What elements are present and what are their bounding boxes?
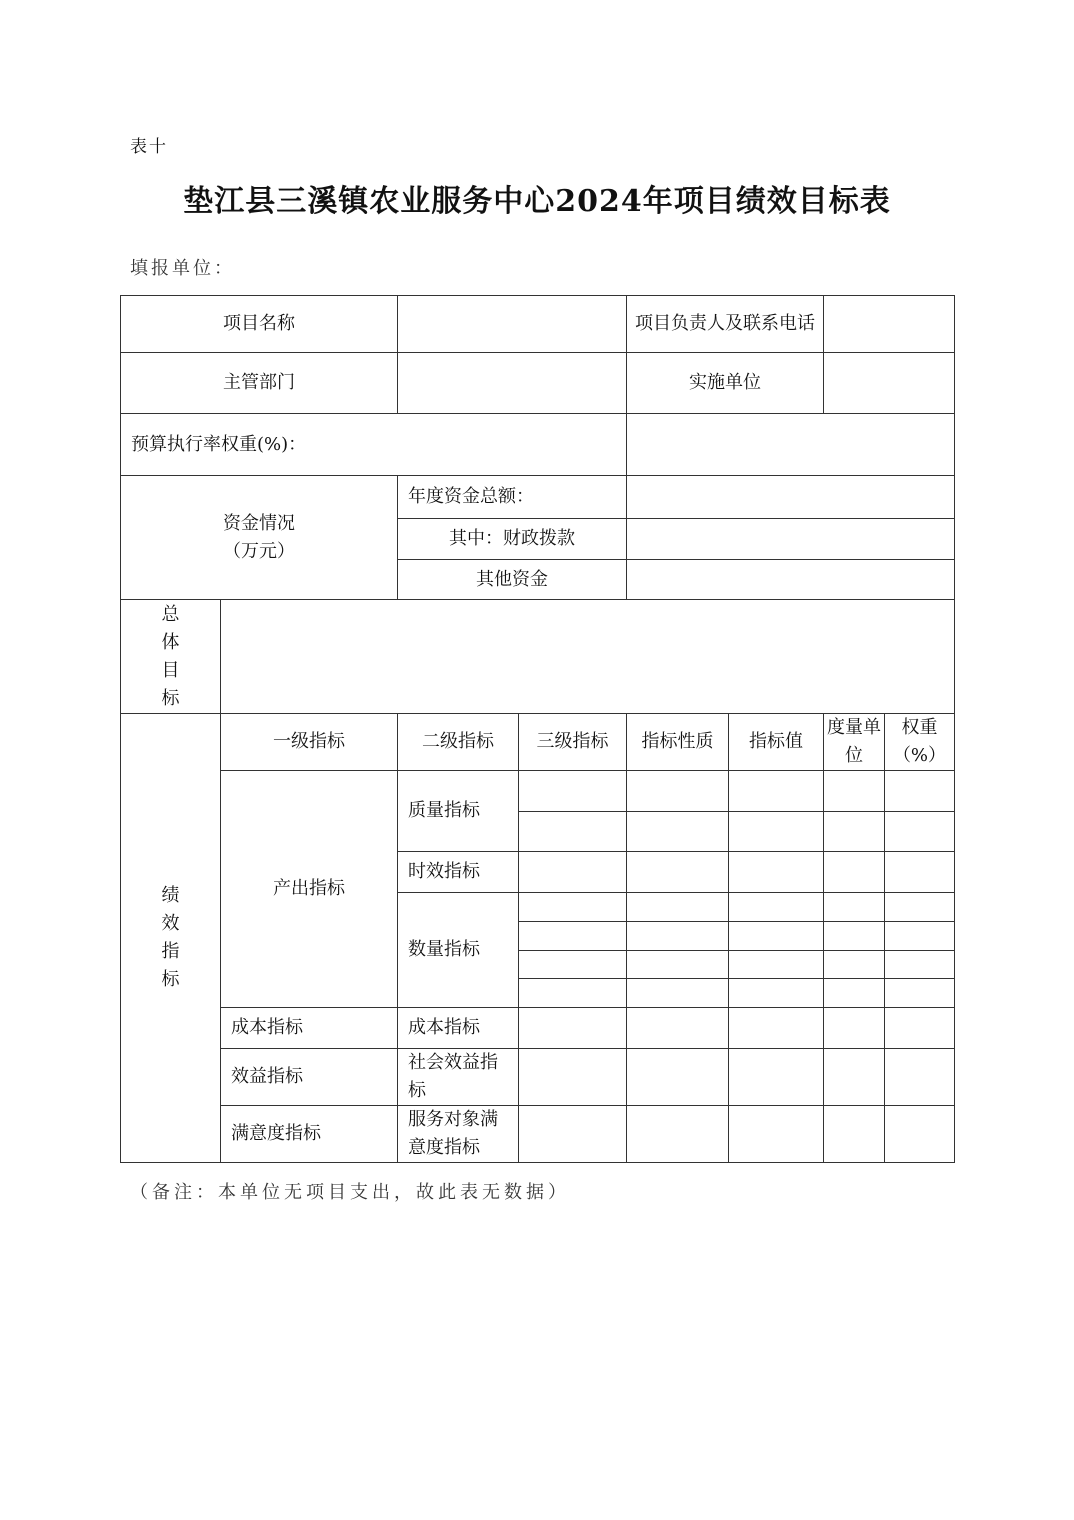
table-cell[interactable] xyxy=(519,852,627,893)
implementing-unit-value[interactable] xyxy=(824,353,955,414)
table-cell[interactable] xyxy=(729,922,824,951)
funds-label xyxy=(121,476,398,600)
table-cell[interactable] xyxy=(519,1008,627,1049)
table-cell[interactable] xyxy=(729,1049,824,1106)
table-cell[interactable] xyxy=(627,812,729,852)
table-cell[interactable] xyxy=(729,979,824,1008)
table-cell[interactable] xyxy=(824,922,885,951)
overall-goal-text: 总体目标 xyxy=(161,603,180,709)
col-value-header: 指标值 xyxy=(729,714,824,771)
table-cell[interactable] xyxy=(519,922,627,951)
quality-indicator-label: 质量指标 xyxy=(398,771,519,852)
table-cell[interactable] xyxy=(885,852,955,893)
table-cell[interactable] xyxy=(519,951,627,979)
project-name-label: 项目名称 xyxy=(121,296,398,353)
project-leader-value[interactable] xyxy=(824,296,955,353)
col-level2-header: 二级指标 xyxy=(398,714,519,771)
table-cell[interactable] xyxy=(885,951,955,979)
table-cell[interactable] xyxy=(885,893,955,922)
table-cell[interactable] xyxy=(824,852,885,893)
table-cell[interactable] xyxy=(627,771,729,812)
perf-indicators-text: 绩效指标 xyxy=(161,885,180,990)
table-cell[interactable] xyxy=(519,979,627,1008)
output-indicator-label: 产出指标 xyxy=(221,771,398,1008)
table-cell[interactable] xyxy=(885,771,955,812)
fiscal-funds-label: 其中：财政拨款 xyxy=(398,519,627,560)
table-number: 表十 xyxy=(130,137,168,157)
footer-note: （备注：本单位无项目支出，故此表无数据） xyxy=(130,1182,570,1203)
table-cell[interactable] xyxy=(885,979,955,1008)
table-cell[interactable] xyxy=(729,1106,824,1163)
col-unit-header: 度量单位 xyxy=(824,714,885,771)
quantity-indicator-label: 数量指标 xyxy=(398,893,519,1008)
col-level1-header: 一级指标 xyxy=(221,714,398,771)
competent-dept-label: 主管部门 xyxy=(121,353,398,414)
col-nature-header: 指标性质 xyxy=(627,714,729,771)
table-cell[interactable] xyxy=(519,893,627,922)
col-level3-header: 三级指标 xyxy=(519,714,627,771)
budget-rate-weight-value[interactable] xyxy=(627,414,955,476)
project-name-value[interactable] xyxy=(398,296,627,353)
benefit-indicator-label: 效益指标 xyxy=(221,1049,398,1106)
table-cell[interactable] xyxy=(627,893,729,922)
implementing-unit-label: 实施单位 xyxy=(627,353,824,414)
table-cell[interactable] xyxy=(824,1106,885,1163)
social-benefit-indicator-label: 社会效益指标 xyxy=(398,1049,519,1106)
satisfaction-indicator-label: 满意度指标 xyxy=(221,1106,398,1163)
table-cell[interactable] xyxy=(729,893,824,922)
overall-goal-label xyxy=(121,600,221,714)
table-cell[interactable] xyxy=(627,1049,729,1106)
funds-unit-text: （万元） xyxy=(223,540,295,562)
overall-goal-value[interactable] xyxy=(221,600,955,714)
col-weight-header: 权重（%） xyxy=(885,714,955,771)
service-satisfaction-indicator-label: 服务对象满意度指标 xyxy=(398,1106,519,1163)
document-title: 垫江县三溪镇农业服务中心2024年项目绩效目标表 xyxy=(183,184,891,219)
table-cell[interactable] xyxy=(729,771,824,812)
table-cell[interactable] xyxy=(885,1049,955,1106)
other-funds-label: 其他资金 xyxy=(398,560,627,600)
project-leader-label: 项目负责人及联系电话 xyxy=(627,296,824,353)
cost-indicator-l1-label: 成本指标 xyxy=(221,1008,398,1049)
timeliness-indicator-label: 时效指标 xyxy=(398,852,519,893)
annual-total-label: 年度资金总额： xyxy=(398,476,627,519)
table-cell[interactable] xyxy=(729,1008,824,1049)
table-cell[interactable] xyxy=(885,1008,955,1049)
table-cell[interactable] xyxy=(729,852,824,893)
other-funds-value[interactable] xyxy=(627,560,955,600)
table-cell[interactable] xyxy=(627,1106,729,1163)
performance-target-table xyxy=(120,295,955,1163)
cost-indicator-l2-label: 成本指标 xyxy=(398,1008,519,1049)
perf-indicators-label xyxy=(121,714,221,1163)
table-cell[interactable] xyxy=(824,951,885,979)
table-cell[interactable] xyxy=(824,979,885,1008)
table-cell[interactable] xyxy=(824,771,885,812)
table-cell[interactable] xyxy=(885,812,955,852)
fiscal-funds-value[interactable] xyxy=(627,519,955,560)
table-cell[interactable] xyxy=(824,893,885,922)
table-cell[interactable] xyxy=(729,951,824,979)
table-cell[interactable] xyxy=(519,1049,627,1106)
annual-total-value[interactable] xyxy=(627,476,955,519)
table-cell[interactable] xyxy=(627,951,729,979)
table-cell[interactable] xyxy=(627,852,729,893)
table-cell[interactable] xyxy=(627,922,729,951)
table-cell[interactable] xyxy=(824,812,885,852)
table-cell[interactable] xyxy=(519,771,627,812)
table-cell[interactable] xyxy=(627,979,729,1008)
competent-dept-value[interactable] xyxy=(398,353,627,414)
table-cell[interactable] xyxy=(729,812,824,852)
table-cell[interactable] xyxy=(519,812,627,852)
table-cell[interactable] xyxy=(627,1008,729,1049)
fill-unit-label: 填报单位： xyxy=(130,258,235,279)
funds-label-text: 资金情况 xyxy=(223,512,295,534)
table-cell[interactable] xyxy=(519,1106,627,1163)
table-cell[interactable] xyxy=(885,1106,955,1163)
table-cell[interactable] xyxy=(824,1008,885,1049)
table-cell[interactable] xyxy=(824,1049,885,1106)
table-cell[interactable] xyxy=(885,922,955,951)
budget-rate-weight-label: 预算执行率权重(%)： xyxy=(121,414,627,476)
